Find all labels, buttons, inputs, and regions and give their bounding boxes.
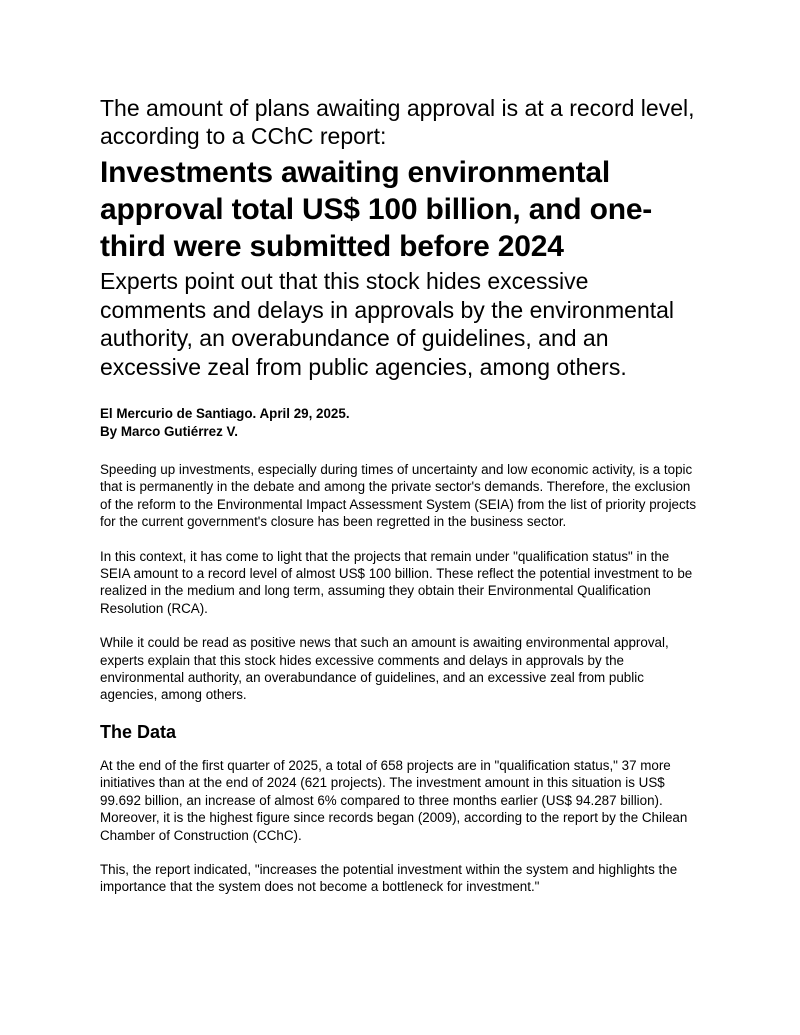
body-paragraph-3: While it could be read as positive news that such an amount is awaiting environmental approval, experts explain that this stock hides excessive comments and delays in approvals by the environmental authority, an overabundance of guidelines, and an excessive zeal from public agencies, among others. [100, 635, 669, 703]
section-heading-the-data: The Data [100, 721, 177, 742]
data-paragraph-2: This, the report indicated, "increases the potential investment within the system and highlights the importance that the system does not become a bottleneck for investment." [100, 861, 678, 895]
article-kicker: The amount of plans awaiting approval is at a record level, according to a CChC report: [100, 95, 695, 149]
article-subhead: Experts point out that this stock hides excessive comments and delays in approvals by the environmental authority, an overabundance of guidelines, and an excessive zeal from public agencies, among others. [100, 268, 675, 380]
article-page [100, 94, 700, 913]
body-paragraph-1: Speeding up investments, especially during times of uncertainty and low economic activity, is a topic that is permanently in the debate and among the private sector's demands. Therefore, the exclusion of the reform to the Environmental Impact Assessment System (SEIA) from the list of priority projects for the current government's closure has been regretted in the business sector. [100, 462, 697, 530]
article-headline: Investments awaiting environmental approval total US$ 100 billion, and one-third were submitted before 2024 [100, 156, 653, 263]
author-line: By Marco Gutiérrez V. [100, 424, 238, 439]
body-paragraph-2: In this context, it has come to light that the projects that remain under "qualification status" in the SEIA amount to a record level of almost US$ 100 billion. These reflect the potential investment to be realized in the medium and long term, assuming they obtain their Environmental Qualification Resolution (RCA). [100, 548, 693, 616]
data-paragraph-1: At the end of the first quarter of 2025, a total of 658 projects are in "qualification status," 37 more initiatives than at the end of 2024 (621 projects). The investment amount in this situation is US$ 99.692 billion, an increase of almost 6% compared to three months earlier (US$ 94.287 billion). Moreover, it is the highest figure since records began (2009), according to the report by the Chilean Chamber of Construction (CChC). [100, 757, 688, 843]
source-line: El Mercurio de Santiago. April 29, 2025. [100, 406, 350, 421]
byline [100, 405, 700, 441]
